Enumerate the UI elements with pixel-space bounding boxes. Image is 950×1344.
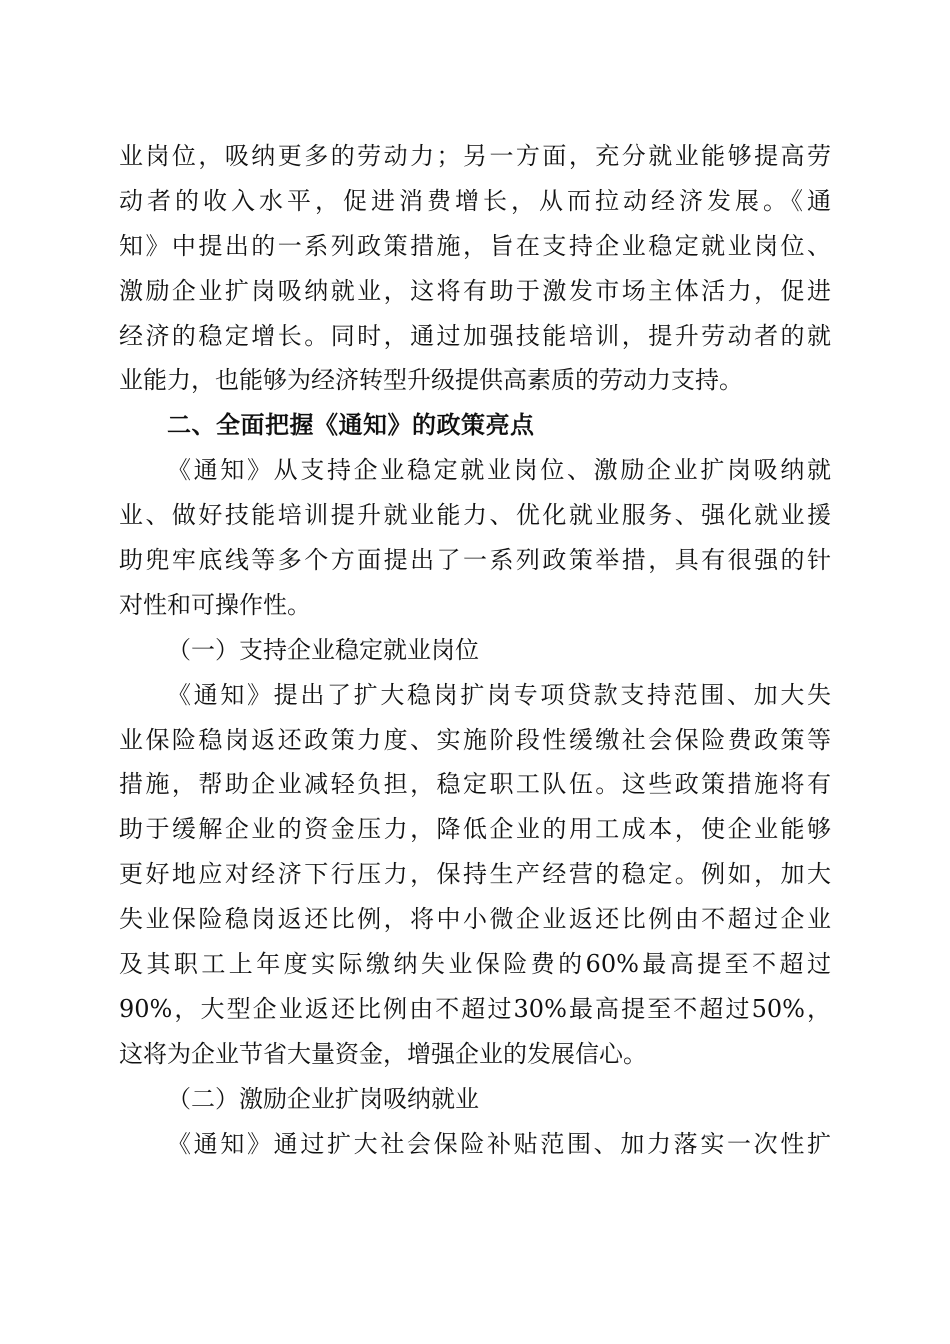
body-line: 业岗位，吸纳更多的劳动力；另一方面，充分就业能够提高劳 (119, 142, 831, 170)
paragraph-first-line: 《通知》从支持企业稳定就业岗位、激励企业扩岗吸纳就 (167, 456, 831, 485)
body-line: 更好地应对经济下行压力，保持生产经营的稳定。例如，加大 (119, 860, 831, 889)
body-line: 措施，帮助企业减轻负担，稳定职工队伍。这些政策措施将有 (119, 770, 831, 799)
subsection-heading: （二）激励企业扩岗吸纳就业 (167, 1084, 479, 1113)
paragraph-first-line: 《通知》通过扩大社会保险补贴范围、加力落实一次性扩 (167, 1129, 831, 1158)
body-line: 知》中提出的一系列政策措施，旨在支持企业稳定就业岗位、 (119, 231, 831, 260)
body-line: 及其职工上年度实际缴纳失业保险费的60%最高提至不超过 (119, 950, 831, 979)
body-line: 动者的收入水平，促进消费增长，从而拉动经济发展。《通 (119, 186, 831, 215)
body-line: 激励企业扩岗吸纳就业，这将有助于激发市场主体活力，促进 (119, 276, 831, 305)
body-line: 失业保险稳岗返还比例，将中小微企业返还比例由不超过企业 (119, 905, 831, 934)
section-heading: 二、全面把握《通知》的政策亮点 (167, 411, 535, 440)
document-body (119, 134, 831, 1166)
body-line: 业、做好技能培训提升就业能力、优化就业服务、强化就业援 (119, 501, 831, 530)
body-line: 对性和可操作性。 (119, 590, 311, 619)
body-line: 业能力，也能够为经济转型升级提供高素质的劳动力支持。 (119, 366, 743, 395)
body-line: 助兜牢底线等多个方面提出了一系列政策举措，具有很强的针 (119, 546, 831, 575)
body-line: 经济的稳定增长。同时，通过加强技能培训，提升劳动者的就 (119, 321, 831, 350)
body-line: 助于缓解企业的资金压力，降低企业的用工成本，使企业能够 (119, 815, 831, 844)
subsection-heading: （一）支持企业稳定就业岗位 (167, 635, 479, 664)
body-line: 90%，大型企业返还比例由不超过30%最高提至不超过50%， (119, 994, 831, 1023)
body-line: 这将为企业节省大量资金，增强企业的发展信心。 (119, 1039, 647, 1068)
body-line: 业保险稳岗返还政策力度、实施阶段性缓缴社会保险费政策等 (119, 725, 831, 754)
paragraph-first-line: 《通知》提出了扩大稳岗扩岗专项贷款支持范围、加大失 (167, 680, 831, 709)
